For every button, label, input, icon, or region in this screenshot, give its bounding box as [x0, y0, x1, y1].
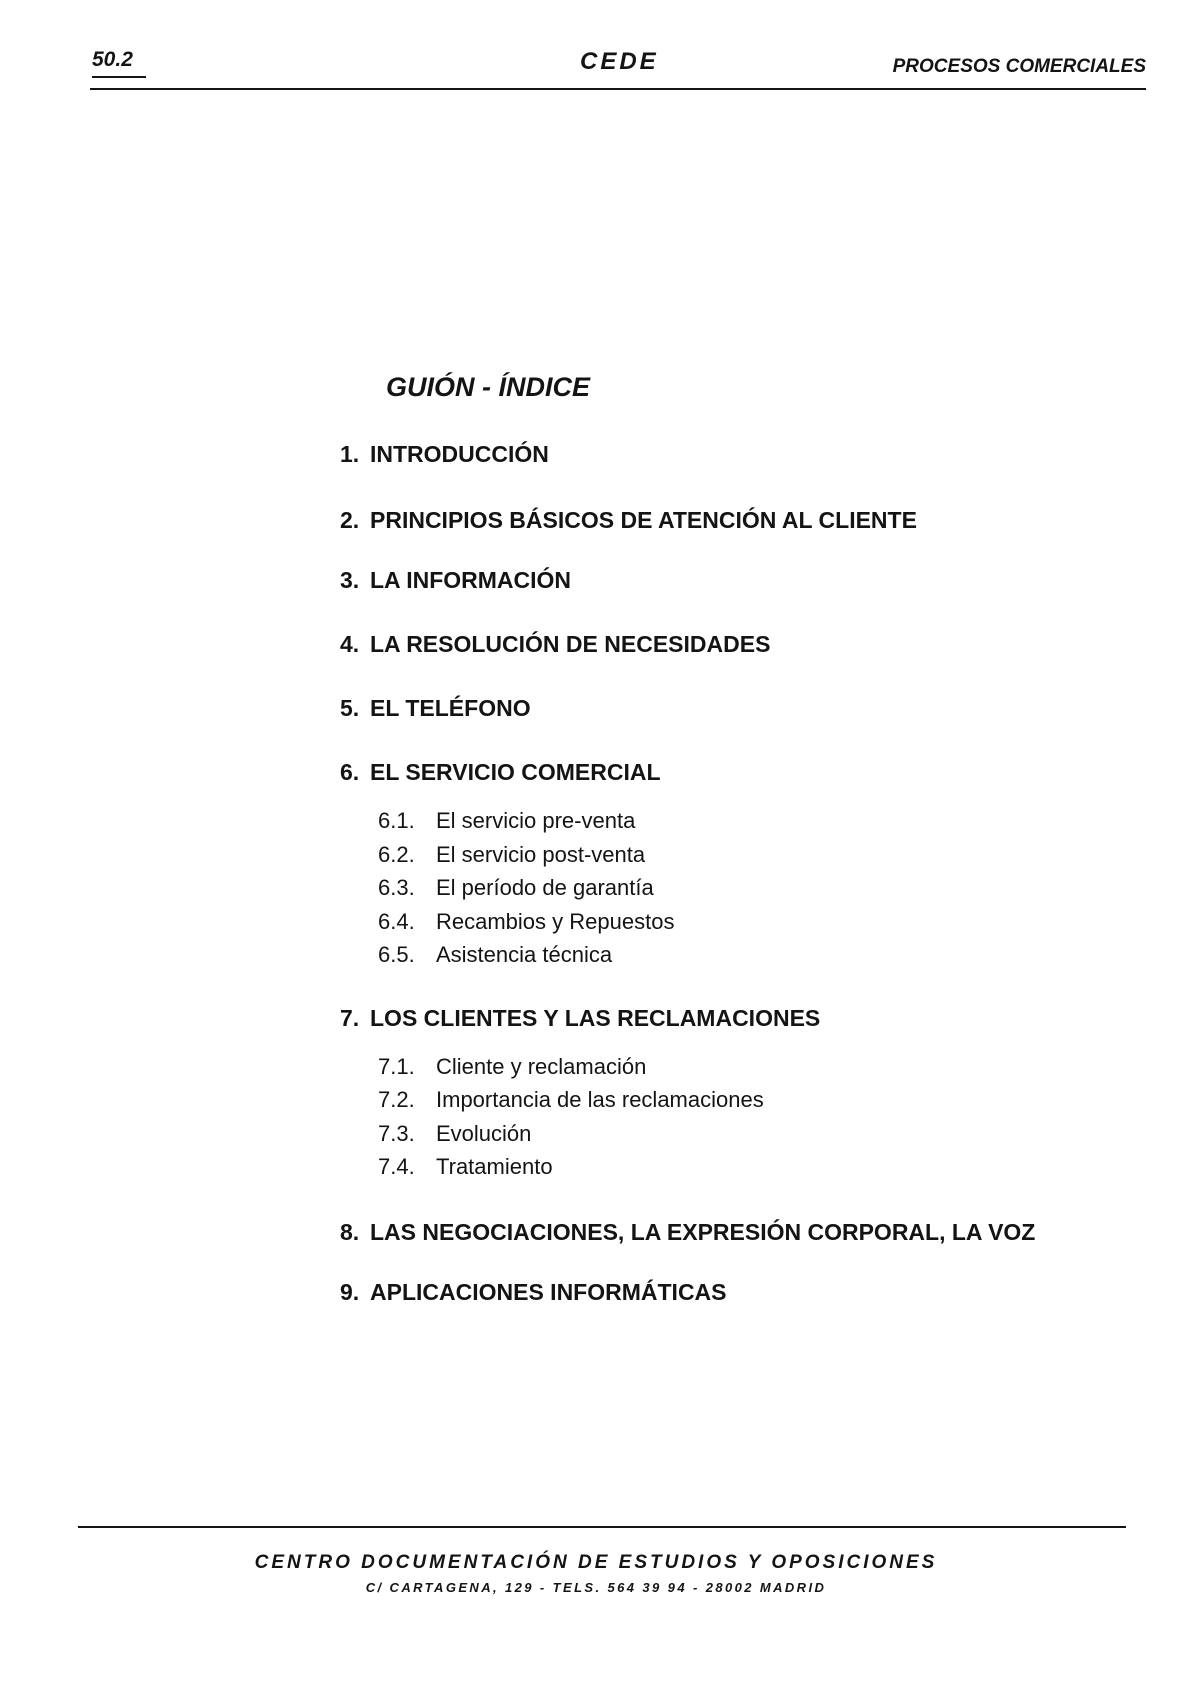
- toc-subtopic-list: [378, 1050, 1140, 1184]
- toc-subtopic: [378, 1050, 1140, 1084]
- footer-organization: CENTRO DOCUMENTACIÓN DE ESTUDIOS Y OPOSICIONES: [254, 1552, 938, 1573]
- toc-topic: [340, 1004, 1140, 1184]
- toc-subtopic-number: 7.4.: [378, 1154, 415, 1179]
- toc-subtopic: [378, 804, 1140, 838]
- toc-topic-label: LAS NEGOCIACIONES, LA EXPRESIÓN CORPORAL, LA VOZ: [370, 1218, 1036, 1245]
- table-of-contents: [340, 440, 1140, 1306]
- toc-subtopic-label: El período de garantía: [436, 875, 654, 900]
- toc-subtopic-label: Importancia de las reclamaciones: [436, 1087, 764, 1112]
- toc-topic-label: LA INFORMACIÓN: [370, 567, 572, 593]
- toc-topic-heading: [340, 566, 1140, 594]
- toc-subtopic-number: 6.3.: [378, 875, 415, 900]
- toc-topic-label: LOS CLIENTES Y LAS RECLAMACIONES: [370, 1004, 821, 1031]
- toc-subtopic-list: [378, 804, 1140, 972]
- toc-topic-number: 6.: [340, 759, 360, 785]
- toc-topic-number: 2.: [340, 507, 360, 533]
- toc-topic-label: LA RESOLUCIÓN DE NECESIDADES: [370, 631, 771, 657]
- toc-topic: [340, 440, 1140, 468]
- toc-subtopic-number: 6.4.: [378, 908, 415, 934]
- toc-subtopic-label: El servicio pre-venta: [436, 808, 636, 833]
- toc-topic: [340, 694, 1140, 722]
- page-header: [90, 44, 1146, 96]
- toc-topic-number: 7.: [340, 1004, 360, 1031]
- header-divider: [90, 88, 1146, 90]
- toc-topic-label: INTRODUCCIÓN: [370, 441, 549, 467]
- toc-subtopic: [378, 1150, 1140, 1184]
- toc-topic: [340, 1278, 1140, 1306]
- toc-subtopic-number: 7.3.: [378, 1120, 415, 1146]
- toc-topic-heading: [340, 440, 1140, 468]
- toc-topic: [340, 506, 1140, 534]
- toc-subtopic-number: 6.5.: [378, 942, 415, 967]
- brand-name: CEDE: [580, 48, 659, 75]
- toc-topic-heading: [340, 1218, 1140, 1246]
- page-number: 50.2: [92, 48, 133, 71]
- index-title: GUIÓN - ÍNDICE: [386, 372, 591, 402]
- toc-topic-label: EL TELÉFONO: [370, 695, 531, 721]
- toc-topic-number: 3.: [340, 567, 360, 593]
- toc-topic-heading: [340, 1278, 1140, 1306]
- toc-topic-number: 5.: [340, 695, 360, 721]
- toc-topic-number: 9.: [340, 1278, 360, 1305]
- toc-subtopic: [378, 838, 1140, 872]
- toc-subtopic-number: 6.1.: [378, 808, 415, 833]
- section-title: PROCESOS COMERCIALES: [892, 56, 1146, 77]
- footer-address: C/ CARTAGENA, 129 - TELS. 564 39 94 - 28002 MADRID: [365, 1580, 827, 1595]
- toc-topic-number: 1.: [340, 441, 360, 467]
- toc-topic: [340, 758, 1140, 972]
- toc-subtopic-label: Tratamiento: [436, 1154, 553, 1179]
- footer-divider: [78, 1526, 1126, 1528]
- toc-topic-label: EL SERVICIO COMERCIAL: [370, 759, 661, 785]
- toc-subtopic: [378, 1117, 1140, 1151]
- toc-topic: [340, 566, 1140, 594]
- toc-subtopic-number: 7.1.: [378, 1053, 415, 1079]
- toc-topic-number: 8.: [340, 1218, 360, 1245]
- toc-topic-heading: [340, 630, 1140, 658]
- page-number-underline: [92, 76, 146, 78]
- toc-topic-label: PRINCIPIOS BÁSICOS DE ATENCIÓN AL CLIENTE: [370, 507, 917, 533]
- toc-topic-heading: [340, 694, 1140, 722]
- toc-subtopic-label: Recambios y Repuestos: [436, 908, 675, 934]
- toc-subtopic-label: Cliente y reclamación: [436, 1053, 647, 1079]
- toc-subtopic: [378, 905, 1140, 939]
- toc-topic: [340, 1218, 1140, 1246]
- toc-subtopic: [378, 871, 1140, 905]
- toc-topic-number: 4.: [340, 631, 360, 657]
- toc-topic-label: APLICACIONES INFORMÁTICAS: [370, 1278, 727, 1305]
- toc-topic-heading: [340, 506, 1140, 534]
- toc-subtopic-label: Evolución: [436, 1120, 532, 1146]
- toc-subtopic-number: 6.2.: [378, 841, 415, 867]
- toc-subtopic-label: Asistencia técnica: [436, 942, 613, 967]
- toc-subtopic-number: 7.2.: [378, 1087, 415, 1112]
- toc-topic: [340, 630, 1140, 658]
- toc-subtopic: [378, 1083, 1140, 1117]
- toc-subtopic: [378, 938, 1140, 972]
- toc-subtopic-label: El servicio post-venta: [436, 841, 646, 867]
- toc-topic-heading: [340, 758, 1140, 786]
- toc-topic-heading: [340, 1004, 1140, 1032]
